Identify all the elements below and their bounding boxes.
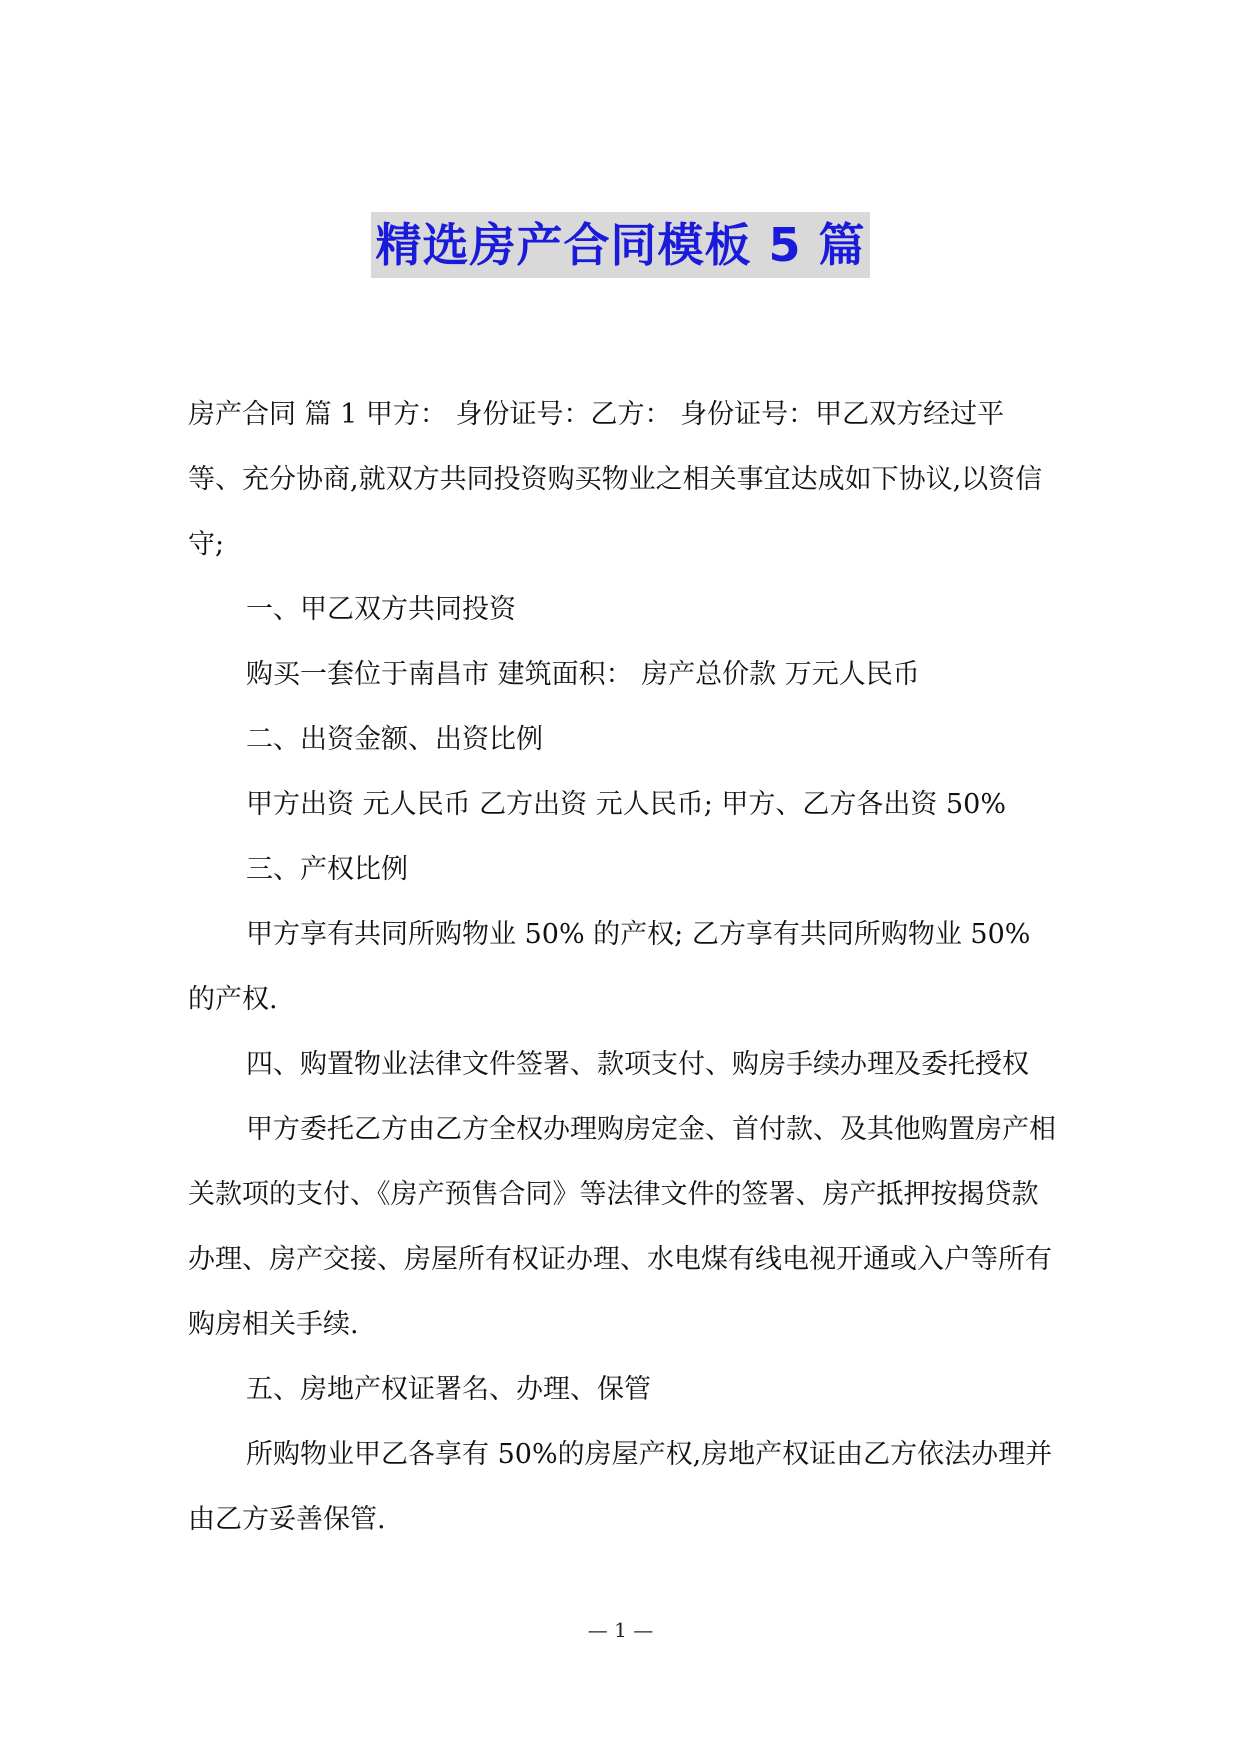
paragraph: 甲方出资 元人民币 乙方出资 元人民币; 甲方、乙方各出资 50% — [246, 789, 1007, 820]
section-heading-2: 二、出资金额、出资比例 — [246, 724, 543, 755]
section-heading-5: 五、房地产权证署名、办理、保管 — [246, 1374, 651, 1405]
document-title: 精选房产合同模板 5 篇 — [371, 212, 869, 278]
paragraph: 甲方享有共同所购物业 50% 的产权; 乙方享有共同所购物业 50% 的产权. — [188, 919, 1031, 1015]
page-number: — 1 — — [587, 1618, 654, 1642]
paragraph-intro: 房产合同 篇 1 甲方： 身份证号：乙方： 身份证号：甲乙双方经过平等、充分协商,就双方共同投资购买物业之相关事宜达成如下协议,以资信守; — [188, 399, 1043, 560]
section-heading-3: 三、产权比例 — [246, 854, 408, 885]
paragraph: 购买一套位于南昌市 建筑面积： 房产总价款 万元人民币 — [246, 659, 920, 690]
section-heading-1: 一、甲乙双方共同投资 — [246, 594, 516, 625]
document-body — [188, 382, 1058, 1552]
section-heading-4: 四、购置物业法律文件签署、款项支付、购房手续办理及委托授权 — [246, 1049, 1029, 1080]
paragraph: 甲方委托乙方由乙方全权办理购房定金、首付款、及其他购置房产相关款项的支付、《房产预售合同》等法律文件的签署、房产抵押按揭贷款办理、房产交接、房屋所有权证办理、水电煤有线电视开通或入户等所有购房相关手续. — [188, 1114, 1056, 1340]
paragraph: 所购物业甲乙各享有 50%的房屋产权,房地产权证由乙方依法办理并由乙方妥善保管. — [188, 1439, 1053, 1535]
title-container — [0, 212, 1241, 278]
